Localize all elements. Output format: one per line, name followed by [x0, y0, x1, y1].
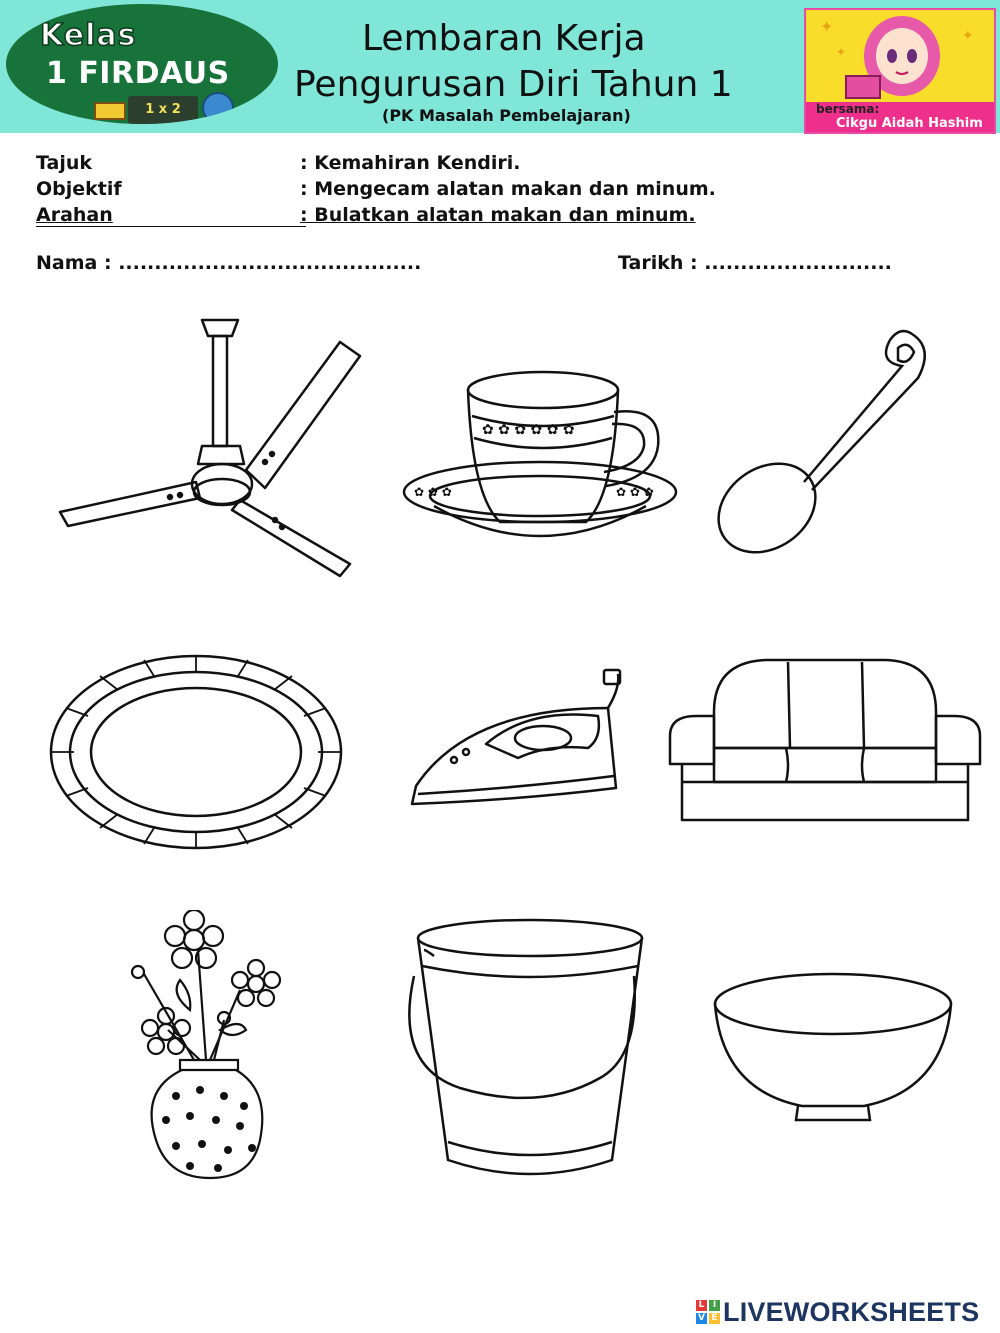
badge-kelas-text: Kelas: [40, 18, 137, 53]
name-label: Nama :: [36, 252, 112, 274]
teacup-saucer-icon[interactable]: [400, 366, 690, 562]
arahan-value: : Bulatkan alatan makan dan minum.: [300, 204, 696, 226]
worksheet-note: (PK Masalah Pembelajaran): [382, 106, 631, 125]
plate-icon[interactable]: [48, 652, 344, 852]
clothes-iron-icon[interactable]: [408, 668, 630, 818]
name-blank[interactable]: ..........................................: [118, 252, 422, 274]
worksheet-title: Lembaran Kerja: [362, 18, 646, 59]
ceiling-fan-icon[interactable]: [50, 312, 370, 580]
date-label: Tarikh :: [618, 252, 698, 274]
spoon-icon[interactable]: [712, 322, 942, 556]
class-badge-logo: [6, 4, 278, 124]
book-icon: [94, 102, 126, 120]
liveworksheets-logo-icon: L I V E: [696, 1300, 720, 1324]
liveworksheets-brand[interactable]: LIVEWORKSHEETS: [723, 1296, 980, 1327]
teacher-avatar-icon: [806, 10, 994, 102]
worksheet-subtitle: Pengurusan Diri Tahun 1: [294, 64, 733, 105]
svg-text:✦: ✦: [962, 28, 974, 44]
avatar-label: bersama:: [816, 102, 880, 116]
svg-text:✿ ✿ ✿: ✿ ✿ ✿: [414, 485, 452, 499]
svg-text:✿ ✿ ✿: ✿ ✿ ✿: [616, 485, 654, 499]
globe-icon: [202, 92, 234, 124]
bowl-icon[interactable]: [710, 970, 956, 1124]
arahan-label: Arahan: [36, 204, 113, 226]
date-blank[interactable]: ..........................: [704, 252, 892, 274]
badge-class-name: 1 FIRDAUS: [46, 56, 230, 91]
svg-text:✦: ✦: [836, 45, 847, 59]
chalkboard-icon: 1 x 2: [128, 96, 198, 124]
teacher-name: Cikgu Aidah Hashim: [836, 116, 983, 131]
sofa-icon[interactable]: [666, 652, 984, 828]
objektif-value: : Mengecam alatan makan dan minum.: [300, 178, 716, 200]
svg-text:✿ ✿ ✿ ✿ ✿ ✿: ✿ ✿ ✿ ✿ ✿ ✿: [482, 422, 575, 438]
teacher-avatar-card: [804, 8, 996, 134]
tajuk-label: Tajuk: [36, 152, 93, 174]
name-field[interactable]: [36, 252, 421, 274]
liveworksheets-footer[interactable]: [696, 1297, 979, 1327]
objektif-label: Objektif: [36, 178, 122, 200]
svg-text:✦: ✦: [820, 17, 834, 36]
header-banner: [0, 0, 1000, 133]
flower-vase-icon[interactable]: [120, 910, 300, 1188]
bucket-icon[interactable]: [400, 916, 650, 1192]
arahan-underline: [36, 226, 306, 227]
date-field[interactable]: [618, 252, 892, 274]
tajuk-value: : Kemahiran Kendiri.: [300, 152, 521, 174]
